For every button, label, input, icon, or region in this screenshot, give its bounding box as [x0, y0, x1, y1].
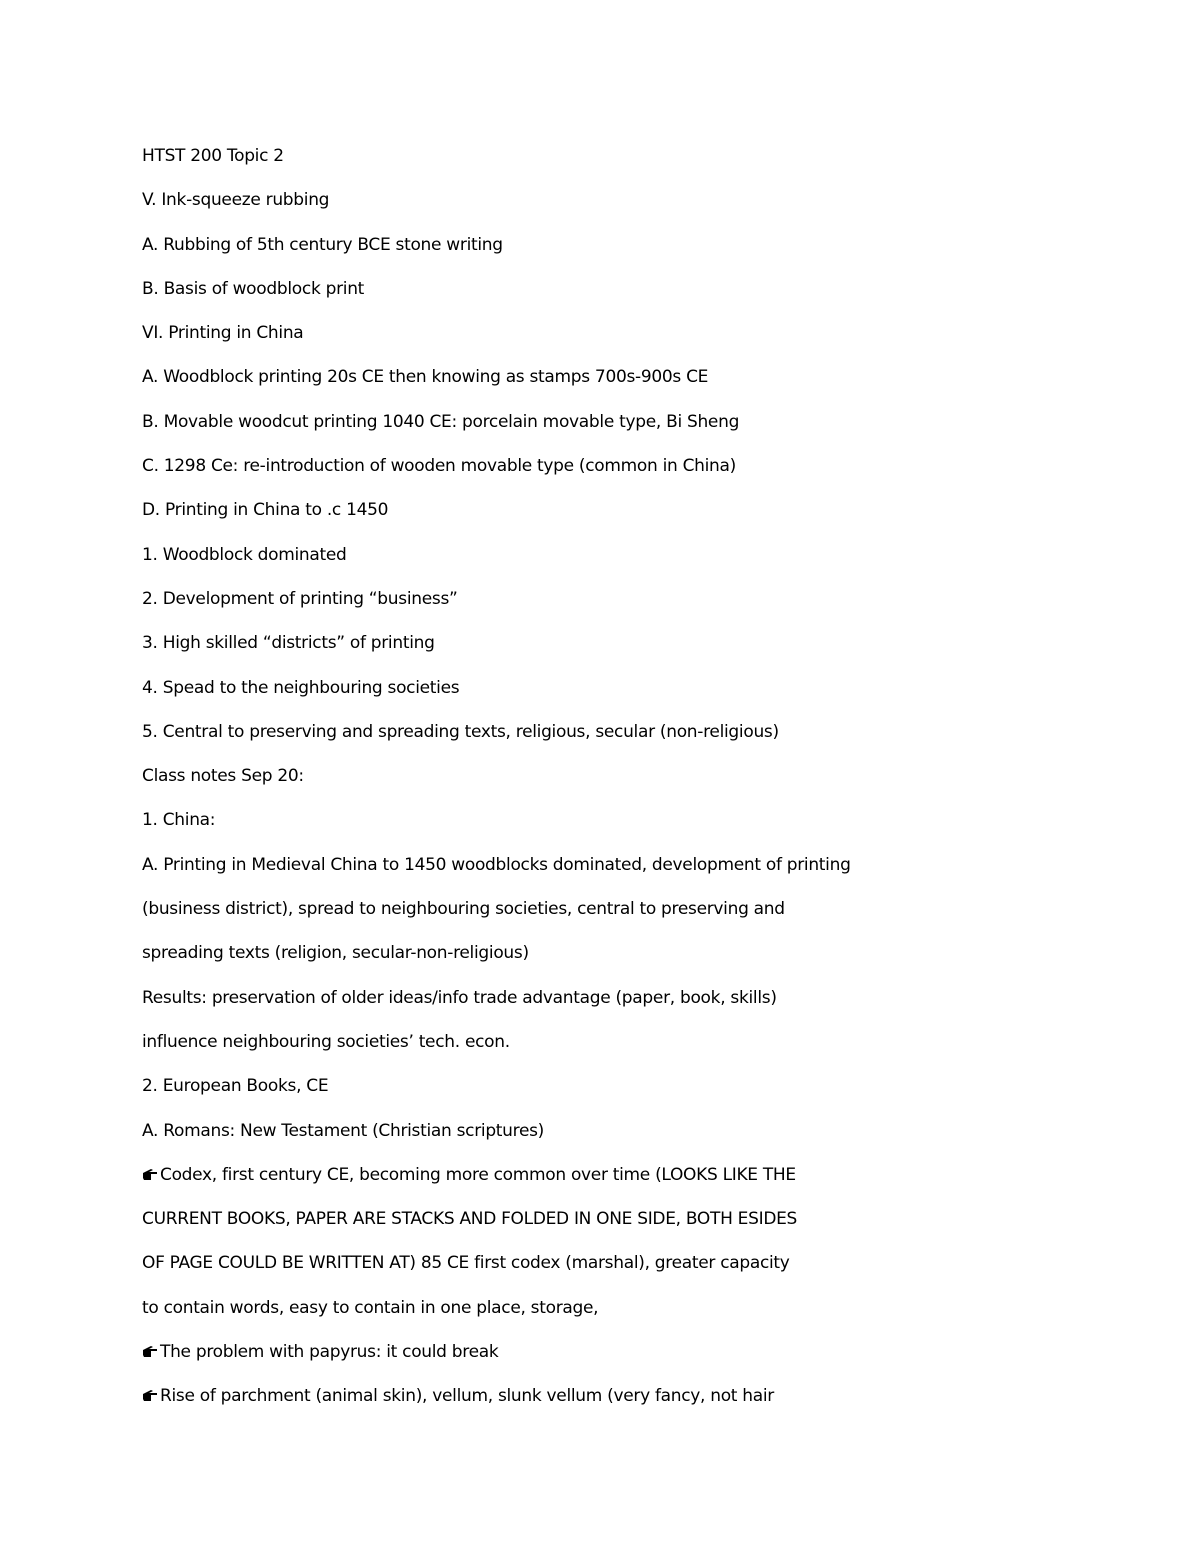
document-title: HTST 200 Topic 2 [142, 146, 284, 166]
text-line: 4. Spead to the neighbouring societies [142, 677, 460, 698]
bullet-text: The problem with papyrus: it could break [160, 1342, 499, 1363]
text-line: (business district), spread to neighbouring societies, central to preserving and [142, 899, 785, 920]
text-line: Results: preservation of older ideas/info trade advantage (paper, book, skills) [142, 987, 777, 1008]
text-line: spreading texts (religion, secular-non-religious) [142, 943, 529, 964]
text-line: C. 1298 Ce: re-introduction of wooden movable type (common in China) [142, 456, 736, 477]
pointing-hand-icon [142, 1344, 158, 1358]
section-heading: VI. Printing in China [142, 323, 304, 344]
text-line: 3. High skilled “districts” of printing [142, 633, 435, 654]
text-line: A. Woodblock printing 20s CE then knowing as stamps 700s-900s CE [142, 367, 709, 388]
text-line: to contain words, easy to contain in one place, storage, [142, 1297, 599, 1318]
text-line: 1. Woodblock dominated [142, 544, 347, 565]
text-line: B. Movable woodcut printing 1040 CE: porcelain movable type, Bi Sheng [142, 411, 740, 432]
text-line: OF PAGE COULD BE WRITTEN AT) 85 CE first codex (marshal), greater capacity [142, 1253, 790, 1274]
text-line: A. Printing in Medieval China to 1450 woodblocks dominated, development of printing [142, 854, 851, 875]
bullet-line [142, 1162, 1142, 1206]
text-line: A. Rubbing of 5th century BCE stone writing [142, 234, 503, 255]
bullet-line [142, 1339, 1142, 1383]
bullet-text: Rise of parchment (animal skin), vellum, slunk vellum (very fancy, not hair [160, 1386, 774, 1407]
text-line: influence neighbouring societies’ tech. econ. [142, 1031, 510, 1052]
class-notes-heading: Class notes Sep 20: [142, 766, 304, 787]
text-line: CURRENT BOOKS, PAPER ARE STACKS AND FOLDED IN ONE SIDE, BOTH ESIDES [142, 1209, 798, 1230]
text-line: 2. European Books, CE [142, 1076, 329, 1097]
text-line: 5. Central to preserving and spreading texts, religious, secular (non-religious) [142, 721, 779, 742]
text-line: 1. China: [142, 810, 216, 831]
bullet-text: Codex, first century CE, becoming more common over time (LOOKS LIKE THE [160, 1164, 796, 1185]
pointing-hand-icon [142, 1388, 158, 1402]
text-line: 2. Development of printing “business” [142, 588, 458, 609]
text-line: D. Printing in China to .c 1450 [142, 500, 389, 521]
section-heading: V. Ink-squeeze rubbing [142, 190, 330, 211]
document-body [142, 143, 1142, 1428]
text-line: B. Basis of woodblock print [142, 278, 365, 299]
text-line: A. Romans: New Testament (Christian scriptures) [142, 1120, 545, 1141]
bullet-line [142, 1383, 1142, 1427]
pointing-hand-icon [142, 1167, 158, 1181]
